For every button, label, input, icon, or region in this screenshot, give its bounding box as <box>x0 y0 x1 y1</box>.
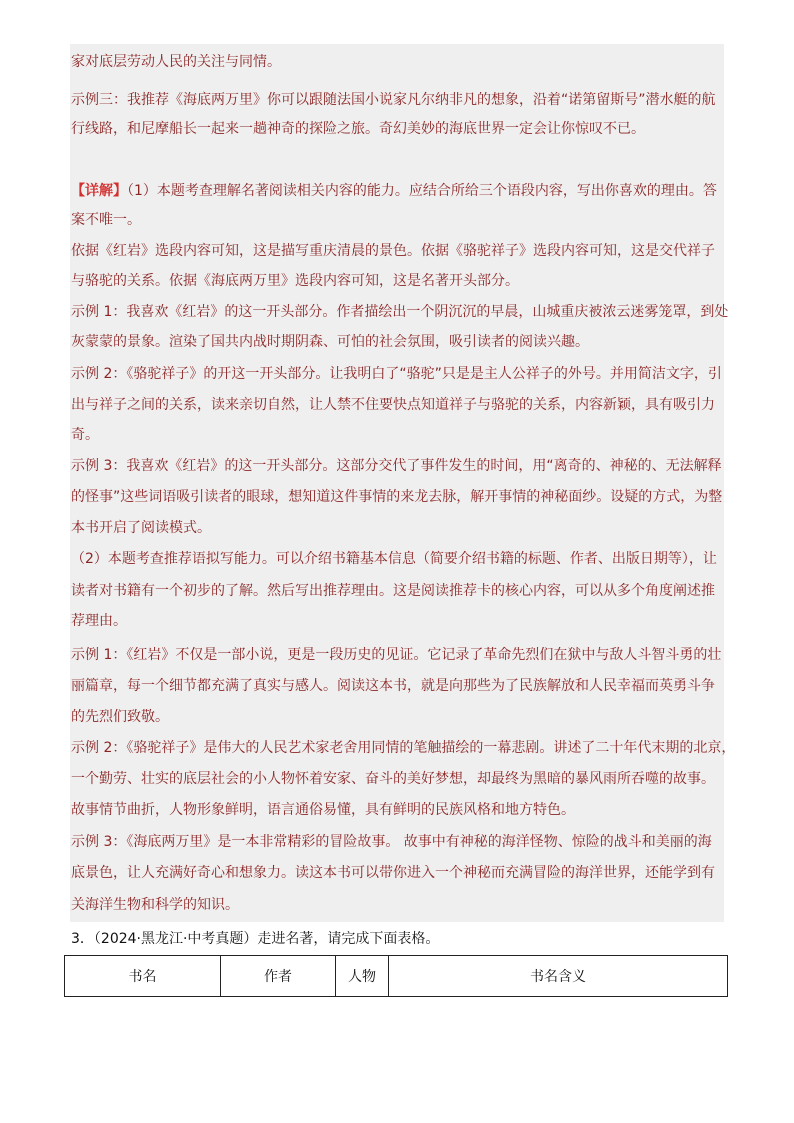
detail-line: 依据《红岩》选段内容可知，这是描写重庆清晨的景色。依据《骆驼祥子》选段内容可知，这是交代祥子 <box>71 243 715 259</box>
answer-line: 家对底层劳动人民的关注与同情。 <box>71 54 281 70</box>
detail-tag: 【详解】 <box>71 183 127 199</box>
detail-line: 本书开启了阅读模式。 <box>71 520 211 536</box>
detail-line: 示例 1：《红岩》不仅是一部小说，更是一段历史的见证。它记录了革命先烈们在狱中与敌人斗智斗勇的壮 <box>71 647 722 663</box>
detail-line: 故事情节曲折，人物形象鲜明，语言通俗易懂，具有鲜明的民族风格和地方特色。 <box>71 802 575 818</box>
detail-line: 示例 3：我喜欢《红岩》的这一开头部分。这部分交代了事件发生的时间，用“离奇的、神秘的、无法解释 <box>71 458 722 474</box>
detail-line: 出与祥子之间的关系，读来亲切自然，让人禁不住要快点知道祥子与骆驼的关系，内容新颖，具有吸引力 <box>71 397 715 413</box>
detail-line: 示例 2：《骆驼祥子》的开这一开头部分。让我明白了“骆驼”只是是主人公祥子的外号。并用简洁文字，引 <box>71 366 722 382</box>
detail-line: 灰蒙蒙的景象。渲染了国共内战时期阴森、可怕的社会氛围，吸引读者的阅读兴趣。 <box>71 334 589 350</box>
detail-line: 读者对书籍有一个初步的了解。然后写出推荐理由。这是阅读推荐卡的核心内容，可以从多个角度阐述推 <box>71 583 715 599</box>
detail-line: 奇。 <box>71 427 99 443</box>
detail-line: 关海洋生物和科学的知识。 <box>71 897 239 913</box>
detail-line: 一个勤劳、壮实的底层社会的小人物怀着安家、奋斗的美好梦想，却最终为黑暗的暴风雨所吞噬的故事。 <box>71 771 715 787</box>
detail-line: 案不唯一。 <box>71 212 141 228</box>
header-cell-meaning: 书名含义 <box>389 956 728 997</box>
header-cell-character: 人物 <box>336 956 389 997</box>
detail-line: 丽篇章，每一个细节都充满了真实与感人。阅读这本书，就是向那些为了民族解放和人民幸福而英勇斗争 <box>71 678 715 694</box>
detail-line: 示例 2：《骆驼祥子》是伟大的人民艺术家老舍用同情的笔触描绘的一幕悲剧。讲述了二十年代末期的北京， <box>71 740 736 756</box>
answer-line: 示例三：我推荐《海底两万里》你可以跟随法国小说家凡尔纳非凡的想象，沿着“诺第留斯号”潜水艇的航 <box>71 92 716 108</box>
detail-line: 【详解】（1）本题考查理解名著阅读相关内容的能力。应结合所给三个语段内容，写出你喜欢的理由。答 <box>71 183 717 199</box>
answer-highlight-block <box>70 44 724 922</box>
detail-line: 与骆驼的关系。依据《海底两万里》选段内容可知，这是名著开头部分。 <box>71 273 519 289</box>
books-table <box>64 955 728 997</box>
detail-line: 的先烈们致敬。 <box>71 709 169 725</box>
detail-line: 示例 3：《海底两万里》是一本非常精彩的冒险故事。 故事中有神秘的海洋怪物、惊险的战斗和美丽的海 <box>71 834 712 850</box>
table-row <box>65 956 728 997</box>
answer-line: 行线路，和尼摩船长一起来一趟神奇的探险之旅。奇幻美妙的海底世界一定会让你惊叹不已。 <box>71 121 645 137</box>
detail-line: 的怪事”这些词语吸引读者的眼球，想知道这件事情的来龙去脉，解开事情的神秘面纱。设疑的方式，为整 <box>71 489 723 505</box>
detail-line: 示例 1：我喜欢《红岩》的这一开头部分。作者描绘出一个阴沉沉的早晨，山城重庆被浓云迷雾笼罩，到处 <box>71 304 729 320</box>
detail-line: （2）本题考查推荐语拟写能力。可以介绍书籍基本信息（简要介绍书籍的标题、作者、出版日期等），让 <box>71 551 717 567</box>
detail-line: 底景色，让人充满好奇心和想象力。读这本书可以带你进入一个神秘而充满冒险的海洋世界，还能学到有 <box>71 865 715 881</box>
question-heading: 3．（2024·黑龙江·中考真题）走进名著，请完成下面表格。 <box>71 931 440 947</box>
header-cell-title: 书名 <box>65 956 221 997</box>
detail-line: 荐理由。 <box>71 613 127 629</box>
header-cell-author: 作者 <box>221 956 336 997</box>
